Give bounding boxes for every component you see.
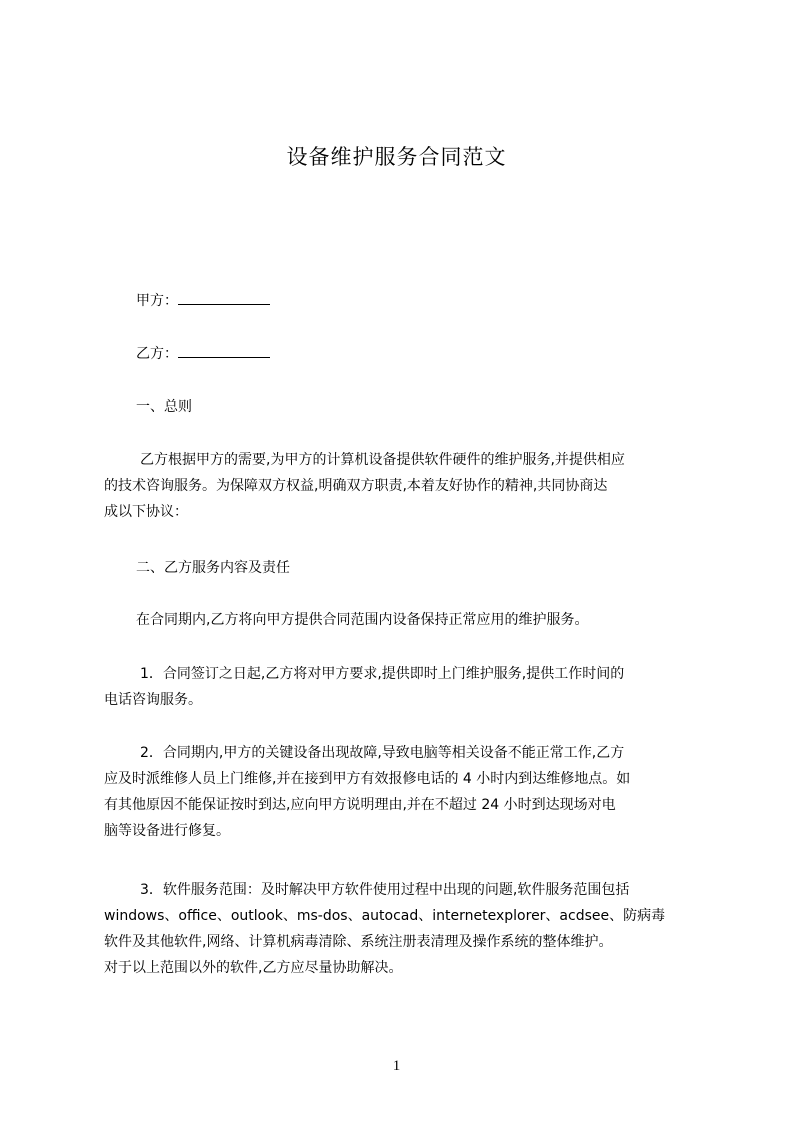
paragraph-line: 1．合同签订之日起,乙方将对甲方要求,提供即时上门维护服务,提供工作时间的 — [140, 666, 625, 682]
paragraph-line: 有其他原因不能保证按时到达,应向甲方说明理由,并在不超过 24 小时到达现场对电 — [104, 797, 616, 813]
paragraph-line: 应及时派维修人员上门维修,并在接到甲方有效报修电话的 4 小时内到达维修地点。如 — [104, 771, 631, 787]
page-number: 1 — [392, 1058, 401, 1074]
item3-paragraph — [104, 877, 700, 981]
paragraph-line: 乙方根据甲方的需要,为甲方的计算机设备提供软件硬件的维护服务,并提供相应 — [140, 452, 625, 468]
party-b-label: 乙方： — [136, 346, 178, 362]
paragraph-line: 对于以上范围以外的软件,乙方应尽量协助解决。 — [104, 960, 403, 976]
paragraph-line: 脑等设备进行修复。 — [104, 823, 230, 839]
paragraph-line: 电话咨询服务。 — [104, 692, 202, 708]
item1-paragraph — [104, 661, 700, 713]
paragraph-line: 2．合同期内,甲方的关键设备出现故障,导致电脑等相关设备不能正常工作,乙方 — [140, 745, 625, 761]
paragraph-line: 3．软件服务范围：及时解决甲方软件使用过程中出现的问题,软件服务范围包括 — [140, 882, 630, 898]
paragraph-line: windows、office、outlook、ms-dos、autocad、internetexplorer、acdsee、防病毒 — [104, 908, 666, 924]
party-b-field — [136, 343, 270, 364]
section2-heading: 二、乙方服务内容及责任 — [136, 560, 290, 576]
party-a-label: 甲方： — [136, 293, 178, 309]
paragraph-line: 成以下协议： — [104, 504, 188, 520]
party-a-blank — [178, 290, 270, 305]
party-b-blank — [178, 343, 270, 358]
paragraph-line: 的技术咨询服务。为保障双方权益,明确双方职责,本着友好协作的精神,共同协商达 — [104, 478, 608, 494]
section1-paragraph — [104, 447, 700, 525]
item2-paragraph — [104, 740, 700, 844]
section1-heading: 一、总则 — [136, 399, 192, 415]
party-a-field — [136, 290, 270, 311]
paragraph-line: 软件及其他软件,网络、计算机病毒清除、系统注册表清理及操作系统的整体维护。 — [104, 934, 613, 950]
section2-intro: 在合同期内,乙方将向甲方提供合同范围内设备保持正常应用的维护服务。 — [136, 612, 589, 628]
document-title: 设备维护服务合同范文 — [286, 145, 507, 169]
